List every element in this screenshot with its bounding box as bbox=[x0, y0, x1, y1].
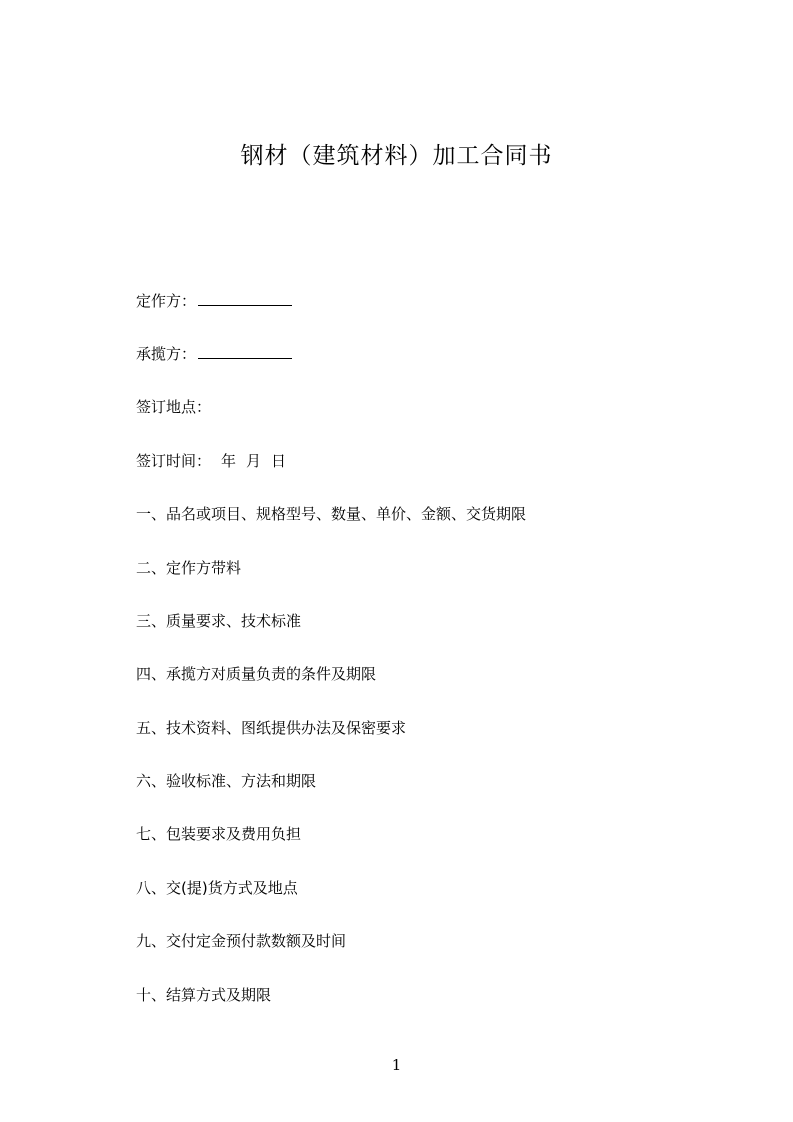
orderer-line bbox=[136, 291, 292, 311]
signing-place-line bbox=[136, 397, 211, 417]
section-heading: 八、交(提)货方式及地点 bbox=[136, 879, 298, 897]
page-number: 1 bbox=[391, 1056, 402, 1074]
date-day: 日 bbox=[271, 452, 287, 470]
date-year: 年 bbox=[221, 452, 237, 470]
section-heading: 十、结算方式及期限 bbox=[136, 986, 272, 1004]
orderer-label: 定作方： bbox=[136, 292, 197, 310]
contractor-blank bbox=[198, 344, 292, 359]
section-heading: 一、品名或项目、规格型号、数量、单价、金额、交货期限 bbox=[136, 505, 527, 523]
section-heading: 三、质量要求、技术标准 bbox=[136, 612, 302, 630]
contractor-label: 承揽方： bbox=[136, 345, 197, 363]
contractor-line bbox=[136, 344, 292, 364]
date-month: 月 bbox=[246, 452, 262, 470]
section-heading: 二、定作方带料 bbox=[136, 559, 242, 577]
signing-time-line bbox=[136, 451, 286, 471]
section-heading: 七、包装要求及费用负担 bbox=[136, 825, 302, 843]
orderer-blank bbox=[198, 291, 292, 306]
signing-place-label: 签订地点： bbox=[136, 398, 212, 416]
section-heading: 四、承揽方对质量负责的条件及期限 bbox=[136, 665, 377, 683]
section-heading: 九、交付定金预付款数额及时间 bbox=[136, 932, 347, 950]
section-heading: 五、技术资料、图纸提供办法及保密要求 bbox=[136, 719, 407, 737]
section-heading: 六、验收标准、方法和期限 bbox=[136, 772, 317, 790]
page-title: 钢材（建筑材料）加工合同书 bbox=[240, 143, 553, 169]
signing-time-label: 签订时间： bbox=[136, 452, 212, 470]
